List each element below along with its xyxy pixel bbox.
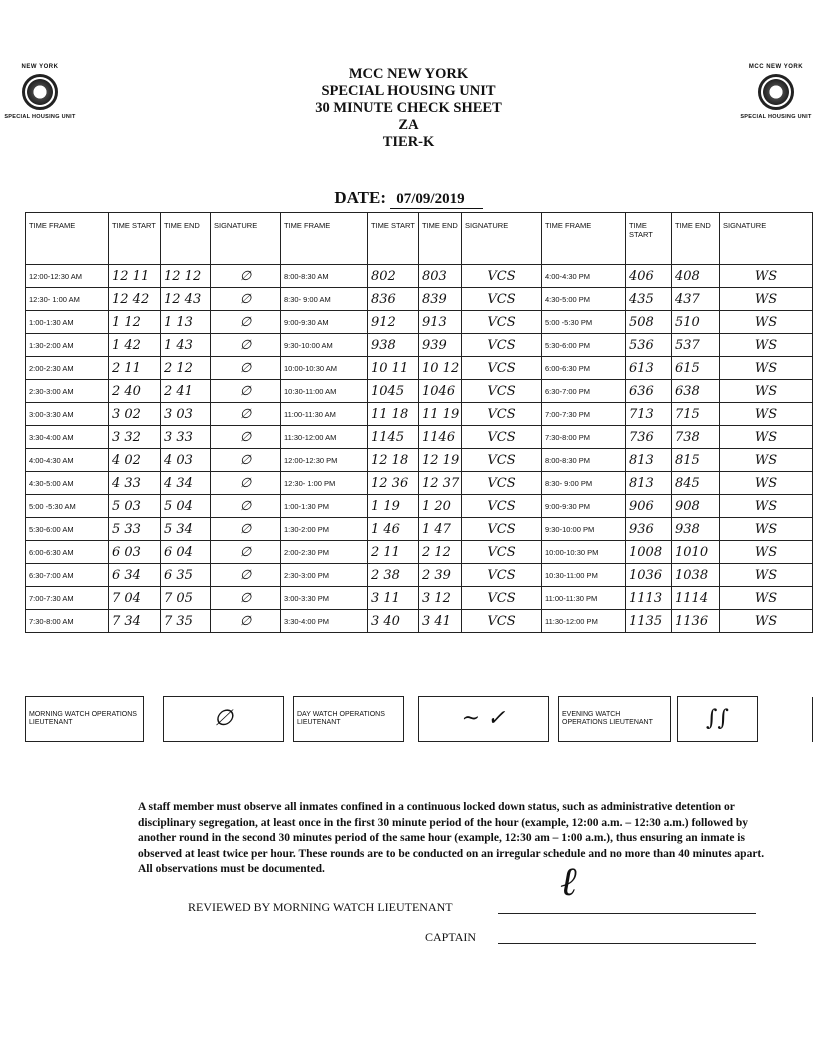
- signature-cell[interactable]: ∅: [211, 495, 281, 518]
- time-start-cell[interactable]: 5 33: [109, 518, 161, 541]
- time-end-cell[interactable]: 845: [672, 472, 720, 495]
- date-value: 07/09/2019: [390, 191, 482, 209]
- time-end-cell[interactable]: 1146: [419, 426, 462, 449]
- signature-cell[interactable]: VCS: [462, 334, 542, 357]
- signature-cell[interactable]: VCS: [462, 472, 542, 495]
- time-start-cell[interactable]: 6 03: [109, 541, 161, 564]
- time-start-cell[interactable]: 1008: [626, 541, 672, 564]
- table-row: [26, 610, 813, 633]
- time-start-cell[interactable]: 736: [626, 426, 672, 449]
- time-end-cell[interactable]: 615: [672, 357, 720, 380]
- time-end-cell[interactable]: 5 34: [161, 518, 211, 541]
- right-logo-bottom-text: SPECIAL HOUSING UNIT: [740, 114, 812, 120]
- table-row: [26, 564, 813, 587]
- col-header-time-end: TIME END: [672, 213, 720, 265]
- header-line: 30 MINUTE CHECK SHEET: [315, 100, 502, 116]
- time-end-cell[interactable]: 12 12: [161, 265, 211, 288]
- signature-cell[interactable]: VCS: [462, 403, 542, 426]
- time-start-cell[interactable]: 4 02: [109, 449, 161, 472]
- col-header-signature: SIGNATURE: [211, 213, 281, 265]
- time-frame-cell: 7:30-8:00 AM: [26, 610, 109, 633]
- time-frame-cell: 6:00-6:30 AM: [26, 541, 109, 564]
- signature-cell[interactable]: WS: [720, 564, 813, 587]
- time-start-cell[interactable]: 912: [368, 311, 419, 334]
- reviewed-by-label: REVIEWED BY MORNING WATCH LIEUTENANT: [188, 900, 453, 914]
- reviewed-by-signature-line[interactable]: [498, 913, 756, 914]
- time-frame-cell: 9:30-10:00 PM: [542, 518, 626, 541]
- time-end-cell[interactable]: 7 35: [161, 610, 211, 633]
- col-header-signature: SIGNATURE: [720, 213, 813, 265]
- col-header-time-end: TIME END: [161, 213, 211, 265]
- time-start-cell[interactable]: 536: [626, 334, 672, 357]
- time-end-cell[interactable]: 510: [672, 311, 720, 334]
- table-row: [26, 265, 813, 288]
- time-start-cell[interactable]: 11 18: [368, 403, 419, 426]
- table-header-row: [26, 213, 813, 265]
- time-end-cell[interactable]: 408: [672, 265, 720, 288]
- time-frame-cell: 11:30-12:00 PM: [542, 610, 626, 633]
- signature-cell[interactable]: ∅: [211, 334, 281, 357]
- time-frame-cell: 10:00-10:30 AM: [281, 357, 368, 380]
- time-start-cell[interactable]: 5 03: [109, 495, 161, 518]
- time-start-cell[interactable]: 3 32: [109, 426, 161, 449]
- time-frame-cell: 9:00-9:30 AM: [281, 311, 368, 334]
- signature-cell[interactable]: ∅: [211, 403, 281, 426]
- time-start-cell[interactable]: 938: [368, 334, 419, 357]
- signature-cell[interactable]: ∅: [211, 311, 281, 334]
- time-end-cell[interactable]: 2 12: [419, 541, 462, 564]
- time-frame-cell: 1:30-2:00 AM: [26, 334, 109, 357]
- time-frame-cell: 8:30- 9:00 AM: [281, 288, 368, 311]
- signature-cell[interactable]: ∅: [211, 426, 281, 449]
- header-line: TIER-K: [382, 134, 435, 150]
- time-start-cell[interactable]: 3 40: [368, 610, 419, 633]
- time-end-cell[interactable]: 913: [419, 311, 462, 334]
- table-row: [26, 334, 813, 357]
- table-row: [26, 472, 813, 495]
- table-row: [26, 357, 813, 380]
- time-frame-cell: 7:00-7:30 PM: [542, 403, 626, 426]
- time-start-cell[interactable]: 4 33: [109, 472, 161, 495]
- signature-cell[interactable]: WS: [720, 380, 813, 403]
- table-row: [26, 380, 813, 403]
- table-row: [26, 495, 813, 518]
- col-header-time-end: TIME END: [419, 213, 462, 265]
- time-end-cell[interactable]: 2 12: [161, 357, 211, 380]
- time-end-cell[interactable]: 10 12: [419, 357, 462, 380]
- time-frame-cell: 7:00-7:30 AM: [26, 587, 109, 610]
- time-start-cell[interactable]: 12 36: [368, 472, 419, 495]
- time-end-cell[interactable]: 3 12: [419, 587, 462, 610]
- time-start-cell[interactable]: 1145: [368, 426, 419, 449]
- time-frame-cell: 4:00-4:30 PM: [542, 265, 626, 288]
- col-header-time-frame: TIME FRAME: [281, 213, 368, 265]
- morning-watch-signature[interactable]: ∅: [164, 697, 284, 742]
- time-start-cell[interactable]: 3 02: [109, 403, 161, 426]
- time-start-cell[interactable]: 435: [626, 288, 672, 311]
- signature-cell[interactable]: WS: [720, 426, 813, 449]
- time-frame-cell: 3:00-3:30 PM: [281, 587, 368, 610]
- time-frame-cell: 1:00-1:30 AM: [26, 311, 109, 334]
- time-frame-cell: 3:30-4:00 AM: [26, 426, 109, 449]
- time-start-cell[interactable]: 813: [626, 449, 672, 472]
- evening-watch-signature[interactable]: ∫∫: [678, 697, 758, 742]
- table-row: [26, 587, 813, 610]
- time-frame-cell: 12:00-12:30 AM: [26, 265, 109, 288]
- signature-cell[interactable]: WS: [720, 495, 813, 518]
- signature-cell[interactable]: WS: [720, 403, 813, 426]
- time-frame-cell: 3:30-4:00 PM: [281, 610, 368, 633]
- time-end-cell[interactable]: 1 43: [161, 334, 211, 357]
- signature-cell[interactable]: WS: [720, 357, 813, 380]
- table-row: [26, 311, 813, 334]
- signature-cell[interactable]: ∅: [211, 472, 281, 495]
- time-end-cell[interactable]: 2 39: [419, 564, 462, 587]
- lieutenant-signoff-table: [25, 696, 813, 742]
- date-label: DATE:: [334, 188, 387, 207]
- signature-cell[interactable]: WS: [720, 449, 813, 472]
- time-start-cell[interactable]: 813: [626, 472, 672, 495]
- day-watch-signature[interactable]: ~ ✓: [419, 697, 549, 742]
- time-start-cell[interactable]: 1036: [626, 564, 672, 587]
- signature-cell[interactable]: VCS: [462, 265, 542, 288]
- instructions-paragraph: A staff member must observe all inmates confined in a continuous locked down status, such as administrative detention or disciplinary segregation, at least once in the first 30 minute period of the hour (example, 12:00 a.m. – 12:30 a.m.) followed by another round in the second 30 minutes period of the same hour (example, 12:30 am – 1:00 a.m.), thus ensuring an inmate is observed at least twice per hour. These rounds are to be conducted on an irregular schedule and no more than 40 minutes apart. All observations must be documented.: [138, 801, 765, 875]
- time-end-cell[interactable]: 3 41: [419, 610, 462, 633]
- time-start-cell[interactable]: 2 11: [368, 541, 419, 564]
- time-frame-cell: 11:30-12:00 AM: [281, 426, 368, 449]
- time-end-cell[interactable]: 12 43: [161, 288, 211, 311]
- signature-cell[interactable]: ∅: [211, 518, 281, 541]
- evening-watch-label: EVENING WATCH OPERATIONS LIEUTENANT: [559, 697, 671, 742]
- time-start-cell[interactable]: 406: [626, 265, 672, 288]
- table-body: [26, 265, 813, 633]
- table-row: [26, 518, 813, 541]
- time-start-cell[interactable]: 1135: [626, 610, 672, 633]
- signature-cell[interactable]: WS: [720, 610, 813, 633]
- time-start-cell[interactable]: 613: [626, 357, 672, 380]
- reviewer-signature: ℓ: [560, 859, 577, 905]
- time-end-cell[interactable]: 5 04: [161, 495, 211, 518]
- signature-cell[interactable]: VCS: [462, 288, 542, 311]
- time-end-cell[interactable]: 815: [672, 449, 720, 472]
- time-frame-cell: 5:00 -5:30 AM: [26, 495, 109, 518]
- time-start-cell[interactable]: 12 18: [368, 449, 419, 472]
- signature-cell[interactable]: ∅: [211, 357, 281, 380]
- document-header: [0, 66, 817, 151]
- time-frame-cell: 10:30-11:00 PM: [542, 564, 626, 587]
- left-logo-bottom-text: SPECIAL HOUSING UNIT: [4, 114, 76, 120]
- time-end-cell[interactable]: 715: [672, 403, 720, 426]
- col-header-time-start: TIME START: [368, 213, 419, 265]
- time-start-cell[interactable]: 636: [626, 380, 672, 403]
- time-start-cell[interactable]: 10 11: [368, 357, 419, 380]
- captain-label: CAPTAIN: [425, 930, 477, 944]
- time-frame-cell: 6:30-7:00 PM: [542, 380, 626, 403]
- time-frame-cell: 4:30-5:00 PM: [542, 288, 626, 311]
- time-end-cell[interactable]: 839: [419, 288, 462, 311]
- time-start-cell[interactable]: 2 11: [109, 357, 161, 380]
- time-frame-cell: 8:00-8:30 AM: [281, 265, 368, 288]
- signature-cell[interactable]: WS: [720, 587, 813, 610]
- time-end-cell[interactable]: 938: [672, 518, 720, 541]
- time-start-cell[interactable]: 1 42: [109, 334, 161, 357]
- time-frame-cell: 5:30-6:00 AM: [26, 518, 109, 541]
- date-field: [0, 188, 817, 209]
- time-frame-cell: 11:00-11:30 PM: [542, 587, 626, 610]
- signature-cell[interactable]: WS: [720, 311, 813, 334]
- time-start-cell[interactable]: 906: [626, 495, 672, 518]
- signature-cell[interactable]: ∅: [211, 265, 281, 288]
- time-start-cell[interactable]: 7 34: [109, 610, 161, 633]
- time-start-cell[interactable]: 2 40: [109, 380, 161, 403]
- col-header-time-start: TIME START: [109, 213, 161, 265]
- time-start-cell[interactable]: 1 19: [368, 495, 419, 518]
- time-start-cell[interactable]: 1 46: [368, 518, 419, 541]
- time-frame-cell: 12:30- 1:00 AM: [26, 288, 109, 311]
- time-frame-cell: 9:30-10:00 AM: [281, 334, 368, 357]
- time-end-cell[interactable]: 3 33: [161, 426, 211, 449]
- time-end-cell[interactable]: 908: [672, 495, 720, 518]
- time-start-cell[interactable]: 508: [626, 311, 672, 334]
- signature-cell[interactable]: VCS: [462, 564, 542, 587]
- time-frame-cell: 1:30-2:00 PM: [281, 518, 368, 541]
- right-logo-top-text: MCC NEW YORK: [748, 64, 804, 70]
- time-frame-cell: 1:00-1:30 PM: [281, 495, 368, 518]
- time-end-cell[interactable]: 1046: [419, 380, 462, 403]
- time-end-cell[interactable]: 638: [672, 380, 720, 403]
- signature-cell[interactable]: VCS: [462, 426, 542, 449]
- left-logo-top-text: NEW YORK: [21, 64, 59, 70]
- header-line: ZA: [398, 117, 419, 133]
- signature-cell[interactable]: VCS: [462, 587, 542, 610]
- time-end-cell[interactable]: 3 03: [161, 403, 211, 426]
- time-start-cell[interactable]: 12 42: [109, 288, 161, 311]
- time-frame-cell: 2:30-3:00 PM: [281, 564, 368, 587]
- time-end-cell[interactable]: 1010: [672, 541, 720, 564]
- time-end-cell[interactable]: 1114: [672, 587, 720, 610]
- time-frame-cell: 4:00-4:30 AM: [26, 449, 109, 472]
- signature-cell[interactable]: ∅: [211, 449, 281, 472]
- signature-cell[interactable]: ∅: [211, 610, 281, 633]
- signature-cell[interactable]: ∅: [211, 587, 281, 610]
- time-end-cell[interactable]: 803: [419, 265, 462, 288]
- time-end-cell[interactable]: 7 05: [161, 587, 211, 610]
- time-frame-cell: 5:00 -5:30 PM: [542, 311, 626, 334]
- signature-cell[interactable]: ∅: [211, 564, 281, 587]
- time-frame-cell: 5:30-6:00 PM: [542, 334, 626, 357]
- time-end-cell[interactable]: 1 20: [419, 495, 462, 518]
- signature-cell[interactable]: VCS: [462, 495, 542, 518]
- header-line: MCC NEW YORK: [348, 66, 469, 82]
- time-start-cell[interactable]: 3 11: [368, 587, 419, 610]
- time-frame-cell: 10:30-11:00 AM: [281, 380, 368, 403]
- time-start-cell[interactable]: 836: [368, 288, 419, 311]
- time-frame-cell: 8:30- 9:00 PM: [542, 472, 626, 495]
- signature-cell[interactable]: VCS: [462, 610, 542, 633]
- time-end-cell[interactable]: 12 19: [419, 449, 462, 472]
- time-start-cell[interactable]: 12 11: [109, 265, 161, 288]
- time-end-cell[interactable]: 4 34: [161, 472, 211, 495]
- check-sheet-table: [25, 212, 813, 633]
- time-frame-cell: 4:30-5:00 AM: [26, 472, 109, 495]
- signature-cell[interactable]: VCS: [462, 518, 542, 541]
- time-frame-cell: 2:00-2:30 AM: [26, 357, 109, 380]
- table-row: [26, 288, 813, 311]
- signature-cell[interactable]: WS: [720, 265, 813, 288]
- captain-signature-line[interactable]: [498, 943, 756, 944]
- time-frame-cell: 9:00-9:30 PM: [542, 495, 626, 518]
- time-frame-cell: 8:00-8:30 PM: [542, 449, 626, 472]
- time-frame-cell: 7:30-8:00 PM: [542, 426, 626, 449]
- signature-cell[interactable]: VCS: [462, 541, 542, 564]
- time-end-cell[interactable]: 738: [672, 426, 720, 449]
- signature-cell[interactable]: VCS: [462, 449, 542, 472]
- time-frame-cell: 2:30-3:00 AM: [26, 380, 109, 403]
- time-start-cell[interactable]: 713: [626, 403, 672, 426]
- time-end-cell[interactable]: 437: [672, 288, 720, 311]
- time-end-cell[interactable]: 2 41: [161, 380, 211, 403]
- signature-cell[interactable]: VCS: [462, 357, 542, 380]
- time-end-cell[interactable]: 939: [419, 334, 462, 357]
- time-start-cell[interactable]: 1113: [626, 587, 672, 610]
- time-end-cell[interactable]: 11 19: [419, 403, 462, 426]
- signature-cell[interactable]: WS: [720, 334, 813, 357]
- time-frame-cell: 10:00-10:30 PM: [542, 541, 626, 564]
- time-end-cell[interactable]: 1 13: [161, 311, 211, 334]
- time-end-cell[interactable]: 1 47: [419, 518, 462, 541]
- time-frame-cell: 12:30- 1:00 PM: [281, 472, 368, 495]
- time-end-cell[interactable]: 6 35: [161, 564, 211, 587]
- time-end-cell[interactable]: 1136: [672, 610, 720, 633]
- time-frame-cell: 11:00-11:30 AM: [281, 403, 368, 426]
- day-watch-label: DAY WATCH OPERATIONS LIEUTENANT: [294, 697, 404, 742]
- signature-cell[interactable]: VCS: [462, 311, 542, 334]
- table-row: [26, 449, 813, 472]
- time-end-cell[interactable]: 4 03: [161, 449, 211, 472]
- time-start-cell[interactable]: 936: [626, 518, 672, 541]
- morning-watch-label: MORNING WATCH OPERATIONS LIEUTENANT: [26, 697, 144, 742]
- header-line: SPECIAL HOUSING UNIT: [321, 83, 496, 99]
- table-row: [26, 403, 813, 426]
- time-frame-cell: 3:00-3:30 AM: [26, 403, 109, 426]
- col-header-signature: SIGNATURE: [462, 213, 542, 265]
- table-row: [26, 541, 813, 564]
- signature-cell[interactable]: WS: [720, 518, 813, 541]
- time-end-cell[interactable]: 6 04: [161, 541, 211, 564]
- col-header-time-frame: TIME FRAME: [26, 213, 109, 265]
- signature-cell[interactable]: ∅: [211, 541, 281, 564]
- time-frame-cell: 6:30-7:00 AM: [26, 564, 109, 587]
- time-end-cell[interactable]: 1038: [672, 564, 720, 587]
- time-start-cell[interactable]: 802: [368, 265, 419, 288]
- time-frame-cell: 6:00-6:30 PM: [542, 357, 626, 380]
- time-frame-cell: 2:00-2:30 PM: [281, 541, 368, 564]
- time-start-cell[interactable]: 2 38: [368, 564, 419, 587]
- signature-cell[interactable]: WS: [720, 288, 813, 311]
- time-start-cell[interactable]: 6 34: [109, 564, 161, 587]
- signature-cell[interactable]: ∅: [211, 288, 281, 311]
- signature-cell[interactable]: WS: [720, 541, 813, 564]
- time-frame-cell: 12:00-12:30 PM: [281, 449, 368, 472]
- time-start-cell[interactable]: 7 04: [109, 587, 161, 610]
- signature-cell[interactable]: VCS: [462, 380, 542, 403]
- col-header-time-start: TIME START: [626, 213, 672, 265]
- signature-cell[interactable]: ∅: [211, 380, 281, 403]
- time-start-cell[interactable]: 1 12: [109, 311, 161, 334]
- time-start-cell[interactable]: 1045: [368, 380, 419, 403]
- col-header-time-frame: TIME FRAME: [542, 213, 626, 265]
- signature-cell[interactable]: WS: [720, 472, 813, 495]
- time-end-cell[interactable]: 12 37: [419, 472, 462, 495]
- time-end-cell[interactable]: 537: [672, 334, 720, 357]
- table-row: [26, 426, 813, 449]
